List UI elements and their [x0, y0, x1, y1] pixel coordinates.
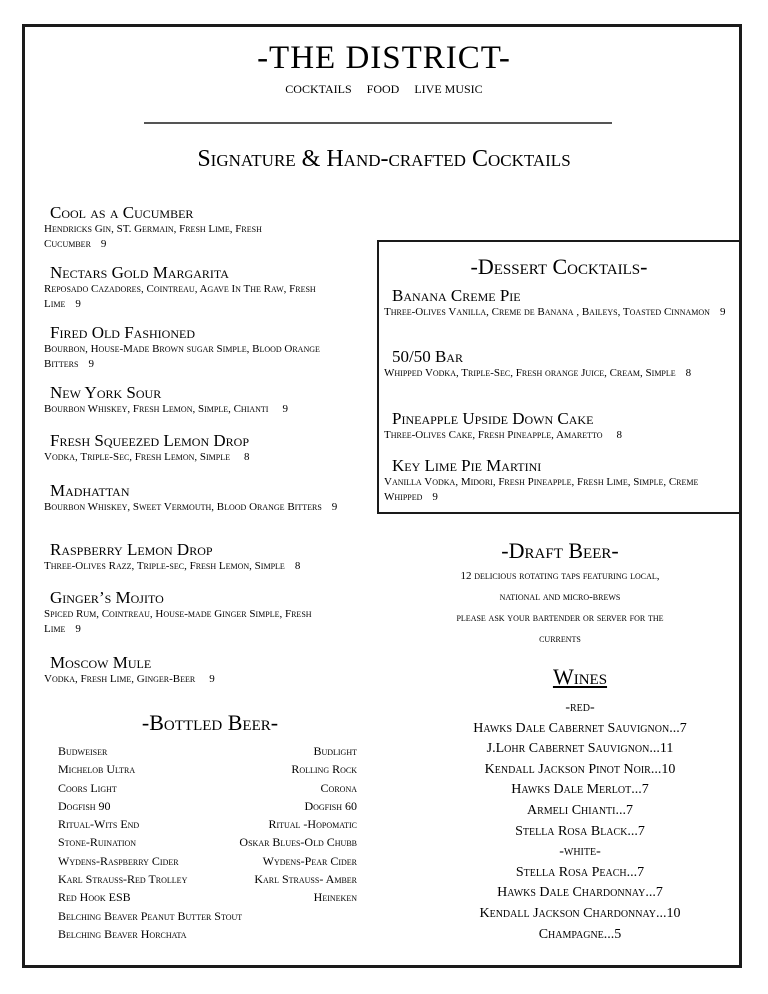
- desc-text: Reposado Cazadores, Cointreau, Agave In The Raw, Fresh Lime: [44, 283, 316, 310]
- item-desc: [44, 607, 344, 637]
- item-price: 8: [244, 451, 250, 463]
- item-desc: [44, 342, 344, 372]
- bottled-beer-heading: -Bottled Beer-: [141, 710, 279, 735]
- item-desc: [384, 366, 724, 381]
- item-desc: [44, 559, 374, 574]
- wine-item: J.Lohr Cabernet Sauvignon...11: [486, 741, 674, 757]
- draft-line: national and micro-brews: [499, 591, 621, 603]
- item-price: 9: [88, 358, 94, 370]
- signature-item: [44, 263, 360, 312]
- item-price: 9: [209, 673, 215, 685]
- beer-item: Wydens-Raspberry Cider: [58, 853, 179, 868]
- beer-item: Karl Strauss-Red Trolley: [58, 872, 188, 887]
- item-price: 9: [282, 403, 288, 415]
- desc-text: Bourbon Whiskey, Sweet Vermouth, Blood Orange Bitters: [44, 501, 322, 513]
- item-name: Nectars Gold Margarita: [50, 263, 229, 282]
- item-name: Moscow Mule: [50, 653, 152, 672]
- beer-item: Ritual-Wits End: [58, 817, 140, 832]
- desc-text: Vanilla Vodka, Midori, Fresh Pineapple, Fresh Lime, Simple, Creme Whipped: [384, 476, 699, 503]
- item-desc: [44, 222, 304, 252]
- beer-item: Budweiser: [58, 744, 108, 758]
- signature-heading: Signature & Hand-crafted Cocktails: [197, 146, 571, 172]
- item-price: 9: [719, 306, 726, 318]
- item-name: Banana Creme Pie: [392, 286, 521, 305]
- wine-category-white: -white-: [559, 844, 601, 860]
- draft-line: 12 delicious rotating taps featuring local,: [460, 570, 660, 582]
- item-desc: [384, 305, 736, 320]
- wine-item: Champagne...5: [538, 926, 622, 942]
- item-name: 50/50 Bar: [392, 347, 463, 366]
- item-desc: [44, 500, 364, 515]
- item-desc: [44, 672, 364, 687]
- item-desc: [44, 450, 364, 465]
- desc-text: Vodka, Triple-Sec, Fresh Lemon, Simple: [44, 451, 231, 463]
- signature-item: [44, 481, 370, 515]
- beer-item: Corona: [320, 780, 357, 795]
- wine-item: Hawks Dale Merlot...7: [511, 782, 649, 798]
- beer-item: Belching Beaver Peanut Butter Stout: [58, 908, 243, 923]
- dessert-item: [384, 347, 737, 381]
- item-price: 9: [75, 298, 81, 310]
- signature-item: [44, 540, 380, 574]
- desc-text: Hendricks Gin, ST. Germain, Fresh Lime, Fresh Cucumber: [44, 223, 262, 250]
- beer-item: Belching Beaver Horchata: [58, 926, 187, 941]
- item-price: 9: [432, 491, 438, 503]
- item-name: New York Sour: [50, 383, 162, 402]
- item-price: 9: [75, 623, 81, 635]
- item-name: Key Lime Pie Martini: [392, 456, 542, 475]
- item-name: Fired Old Fashioned: [50, 323, 196, 342]
- signature-item: [44, 588, 370, 637]
- draft-line: currents: [539, 633, 581, 645]
- desc-text: Three-Olives Razz, Triple-sec, Fresh Lemon, Simple: [44, 560, 285, 572]
- draft-line: please ask your bartender or server for the: [456, 612, 664, 624]
- bottled-beer-right-column: [200, 742, 357, 907]
- beer-item: Red Hook ESB: [58, 890, 131, 905]
- draft-beer-heading: -Draft Beer-: [501, 538, 619, 563]
- signature-item: [44, 323, 360, 372]
- item-price: 8: [685, 367, 692, 379]
- beer-item: Dogfish 60: [304, 798, 357, 813]
- beer-item: Karl Strauss- Amber: [254, 872, 357, 887]
- wine-item: Stella Rosa Peach...7: [515, 864, 645, 880]
- wine-item: Hawks Dale Cabernet Sauvignon...7: [473, 720, 687, 736]
- desc-text: Bourbon Whiskey, Fresh Lemon, Simple, Chianti: [44, 403, 269, 415]
- restaurant-name: -THE DISTRICT-: [257, 40, 511, 76]
- beer-item: Stone-Ruination: [58, 835, 137, 850]
- item-name: Ginger’s Mojito: [50, 588, 164, 607]
- item-price: 9: [331, 501, 338, 513]
- item-name: Pineapple Upside Down Cake: [392, 409, 594, 428]
- item-name: Raspberry Lemon Drop: [50, 540, 213, 559]
- item-desc: [44, 402, 364, 417]
- item-name: Cool as a Cucumber: [50, 203, 194, 222]
- desc-text: Vodka, Fresh Lime, Ginger-Beer: [44, 673, 196, 685]
- beer-item: Budlight: [313, 744, 357, 758]
- beer-item: Coors Light: [58, 780, 117, 795]
- wine-item: Armeli Chianti...7: [527, 802, 633, 818]
- wine-item: Hawks Dale Chardonnay...7: [497, 885, 663, 901]
- dessert-item: [384, 286, 737, 320]
- wine-category-red: -red-: [565, 700, 595, 715]
- beer-item: Rolling Rock: [291, 762, 357, 777]
- beer-item: Heineken: [313, 890, 357, 905]
- item-name: Madhattan: [50, 481, 130, 500]
- tagline: COCKTAILS FOOD LIVE MUSIC: [285, 82, 483, 96]
- dessert-item: [384, 456, 737, 505]
- signature-item: [44, 203, 360, 252]
- wine-item: Stella Rosa Black...7: [515, 823, 645, 839]
- item-desc: [44, 282, 354, 312]
- wine-list: [410, 698, 750, 945]
- desc-text: Whipped Vodka, Triple-Sec, Fresh orange Juice, Cream, Simple: [384, 367, 676, 379]
- desc-text: Three-Olives Cake, Fresh Pineapple, Amaretto: [384, 429, 603, 441]
- wine-item: Kendall Jackson Chardonnay...10: [479, 905, 681, 921]
- dessert-item: [384, 409, 737, 443]
- signature-item: [44, 431, 370, 465]
- item-price: 8: [294, 560, 301, 572]
- divider: [144, 122, 612, 124]
- draft-description: [400, 566, 720, 650]
- beer-item: Wydens-Pear Cider: [262, 853, 357, 868]
- dessert-heading: -Dessert Cocktails-: [470, 254, 648, 279]
- signature-item: [44, 383, 370, 417]
- item-desc: [384, 475, 716, 505]
- desc-text: Bourbon, House-Made Brown sugar Simple, Blood Orange Bitters: [44, 343, 320, 370]
- desc-text: Three-Olives Vanilla, Creme de Banana , Baileys, Toasted Cinnamon: [384, 306, 710, 318]
- item-name: Fresh Squeezed Lemon Drop: [50, 431, 249, 450]
- beer-item: Oskar Blues-Old Chubb: [239, 835, 357, 850]
- item-price: 9: [100, 238, 107, 250]
- signature-item: [44, 653, 370, 687]
- item-price: 8: [616, 429, 622, 441]
- item-desc: [384, 428, 729, 443]
- wines-heading: Wines: [552, 664, 608, 689]
- desc-text: Spiced Rum, Cointreau, House-made Ginger Simple, Fresh Lime: [44, 608, 312, 635]
- beer-item: Dogfish 90: [58, 798, 111, 813]
- wine-item: Kendall Jackson Pinot Noir...10: [484, 761, 676, 777]
- beer-item: Michelob Ultra: [58, 762, 136, 777]
- beer-item: Ritual -Hopomatic: [268, 817, 357, 832]
